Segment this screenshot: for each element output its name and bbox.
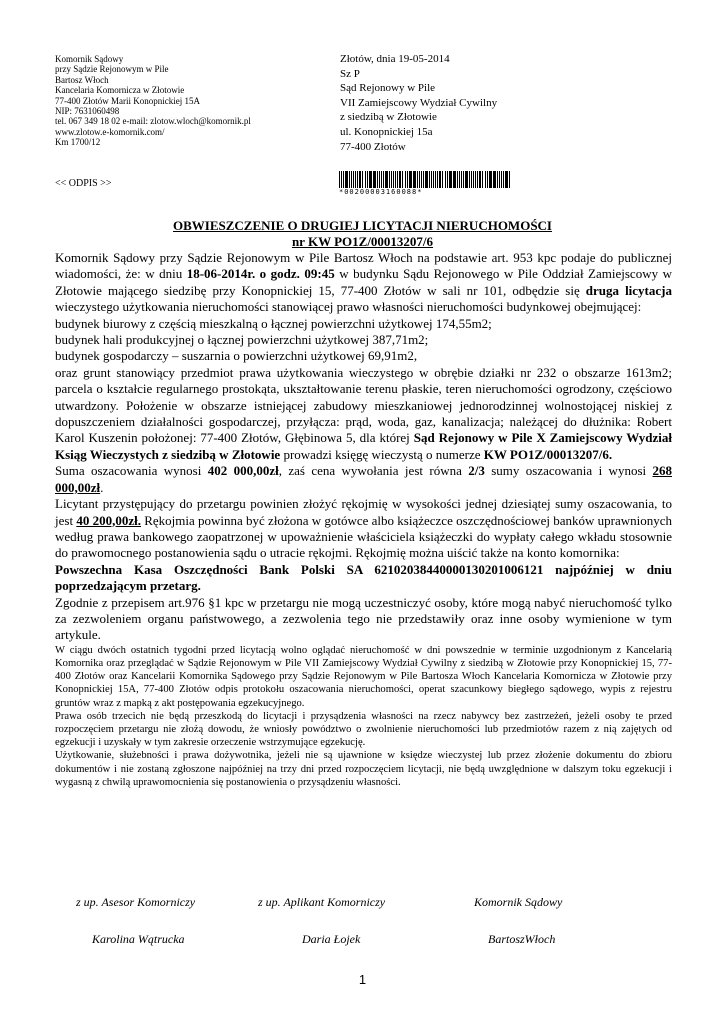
barcode-bar	[471, 171, 472, 188]
barcode-bar	[489, 171, 492, 188]
barcode-bar	[419, 171, 420, 188]
barcode-bar	[405, 171, 406, 188]
recipient-line: Sąd Rejonowy w Pile	[340, 82, 436, 95]
barcode-bar	[447, 171, 448, 188]
paragraph-land: oraz grunt stanowiący przedmiot prawa użytkowania wieczystego w obrębie działki nr 232 o obszarze 1613m2; parcela o kształcie regularnego prostokąta, ukształtowanie terenu płaskie, teren nieruchomości ogrodzony, częściowo utwardzony. Położenie w obszarze istniejącej zabudowy mieszkaniowej jednorodzinnej wolnostojącej niskiej z dopuszczeniem działalności gospodarczej, przyłącza: prąd, woda, gaz, kanalizacja; należącej do dłużnika: Robert Karol Kuszenin położonej: 77-400 Złotów, Głębinowa 5, dla której Sąd Rejonowy w Pile X Zamiejscowy Wydział Ksiąg Wieczystych z siedzibą w Złotowie prowadzi księgę wieczystą o numerze KW PO1Z/00013207/6.	[55, 364, 672, 462]
barcode-bar	[487, 171, 488, 188]
paragraph-intro: Komornik Sądowy przy Sądzie Rejonowym w Pile Bartosz Włoch na podstawie art. 953 kpc podaje do publicznej wiadomości, że: w dniu 18-06-2014r. o godz. 09:45 w budynku Sądu Rejonowego w Pile Oddział Zamiejscowy w Złotowie mającego siedzibę przy Konopnickiej 15, 77-400 Złotów w sali nr 101, odbędzie się druga licytacja wieczystego użytkowania nieruchomości stanowiącej prawo własności nieruchomości budynkowej obejmującej:	[55, 250, 672, 315]
recipient-block	[340, 52, 600, 154]
barcode-bar	[449, 171, 452, 188]
document-body	[55, 250, 672, 789]
barcode-bar	[485, 171, 486, 188]
barcode-bar	[459, 171, 460, 188]
barcode-bar	[349, 171, 350, 188]
sender-line: Bartosz Włoch	[55, 74, 109, 85]
small-paragraph: Prawa osób trzecich nie będą przeszkodą do licytacji i przysądzenia własności na rzecz nabywcy bez zastrzeżeń, jeżeli osoby te przed rozpoczęciem przetargu nie złożą dowodu, że wniosły powództwo o zwolnienie nieruchomości lub przedmiotów razem z nią zajętych od egzekucji i uzyskały w tym zakresie orzeczenie wstrzymujące egzekucję.	[55, 710, 672, 749]
building-item: budynek hali produkcyjnej o łącznej powierzchni użytkowej 387,71m2;	[55, 332, 429, 348]
barcode-bar	[413, 171, 416, 188]
barcode-bar	[433, 171, 434, 188]
recipient-line: ul. Konopnickiej 15a	[340, 125, 433, 138]
barcode-bar	[345, 171, 348, 188]
barcode-bar	[439, 171, 441, 188]
barcode-bar	[509, 171, 510, 188]
barcode-bar	[431, 171, 432, 188]
barcode-bars	[339, 171, 513, 188]
sender-line: tel. 067 349 18 02 e-mail: zlotow.wloch@komornik.pl	[55, 116, 251, 127]
recipient-line: z siedzibą w Złotowie	[340, 111, 437, 124]
barcode-bar	[367, 171, 368, 188]
barcode-bar	[391, 171, 392, 188]
barcode-bar	[421, 171, 422, 188]
barcode-bar	[399, 171, 401, 188]
small-paragraph: Użytkowanie, służebności i prawa dożywotnika, jeżeli nie są ujawnione w księdze wieczystej lub przez złożenie dokumentu do zbioru dokumentów i nie zostaną zgłoszone najpóźniej na trzy dni przed rozpoczęciem licytacji, nie będą uwzględnione w dalszym toku egzekucji i wygasną z chwilą uprawomocnienia się postanowienia o przysądzeniu własności.	[55, 750, 672, 788]
barcode-bar	[445, 171, 446, 188]
sender-line: NIP: 7631060498	[55, 106, 120, 117]
barcode-bar	[475, 171, 476, 188]
barcode-bar	[482, 171, 483, 188]
sender-line: 77-400 Złotów Marii Konopnickiej 15A	[55, 95, 200, 106]
barcode-bar	[499, 171, 500, 188]
date-line: Złotów, dnia 19-05-2014	[340, 53, 450, 65]
document-subtitle: nr KW PO1Z/00013207/6	[291, 234, 434, 249]
land-registry-number: KW PO1Z/00013207/6.	[483, 446, 613, 462]
barcode-bar	[407, 171, 408, 188]
valuation-sum: 402 000,00zł	[207, 463, 279, 479]
barcode-bar	[397, 171, 398, 188]
bank-account: Powszechna Kasa Oszczędności Bank Polski SA 62102038440000130201006121 najpóźniej w dniu poprzedzającym przetarg.	[55, 561, 672, 594]
barcode-bar	[355, 171, 356, 188]
barcode-bar	[353, 171, 354, 188]
barcode-bar	[402, 171, 403, 188]
barcode-bar	[477, 171, 478, 188]
deposit-amount: 40 200,00zł.	[76, 512, 141, 528]
paragraph-eligibility: Zgodnie z przepisem art.976 §1 kpc w przetargu nie mogą uczestniczyć osoby, które mogą nabyć nieruchomość tylko za zezwoleniem organu państwowego, a zezwolenia tego nie przedstawiły oraz inne osoby wymienione w tym artykule.	[55, 594, 672, 643]
barcode-bar	[465, 171, 468, 188]
barcode-bar	[429, 171, 430, 188]
auction-type: druga licytacja	[585, 282, 672, 298]
barcode-bar	[453, 171, 456, 188]
paragraph-valuation: Suma oszacowania wynosi 402 000,00zł, zaś cena wywołania jest równa 2/3 sumy oszacowania i wynosi 268 000,00zł.	[55, 463, 672, 495]
barcode-bar	[505, 171, 508, 188]
barcode-bar	[393, 171, 394, 188]
barcode-bar	[469, 171, 470, 188]
barcode-bar	[379, 171, 380, 188]
sender-block	[55, 54, 355, 148]
price-fraction: 2/3	[468, 463, 485, 479]
barcode-bar	[497, 171, 498, 188]
barcode-bar	[395, 171, 396, 188]
barcode-bar	[423, 171, 424, 188]
barcode-bar	[442, 171, 443, 188]
signature-role: Komornik Sądowy	[474, 895, 563, 909]
paragraph-deposit: Licytant przystępujący do przetargu powinien złożyć rękojmię w wysokości jednej dziesiątej sumy oszacowania, to jest 40 200,00zł. Rękojmia powinna być złożona w gotówce albo książeczce oszczędnościowej banków uprawnionych według prawa bankowego zaopatrzonej w upoważnienie właściciela książeczki do wypłaty całego wkładu stosownie do prawomocnego postanowienia sądu o utracie rękojmi. Rękojmię można uiścić także na konto komornika:	[55, 496, 672, 561]
barcode-bar	[501, 171, 502, 188]
starting-price: 268 000,00zł	[55, 463, 672, 495]
land-registry-court: Sąd Rejonowy w Pile X Zamiejscowy Wydział Ksiąg Wieczystych z siedzibą w Złotowie	[55, 430, 672, 462]
barcode-bar	[435, 171, 436, 188]
barcode-bar	[473, 171, 474, 188]
signature-role: z up. Aplikant Komorniczy	[258, 895, 386, 909]
barcode-bar	[357, 171, 358, 188]
barcode-number: *00200003160088*	[339, 188, 423, 196]
page-number: 1	[358, 972, 367, 987]
barcode-bar	[343, 171, 344, 188]
barcode-bar	[479, 171, 481, 188]
document-title: OBWIESZCZENIE O DRUGIEJ LICYTACJI NIERUCHOMOŚCI	[173, 218, 552, 233]
barcode-bar	[409, 171, 412, 188]
barcode-bar	[351, 171, 352, 188]
sender-line: Kancelaria Komornicza w Złotowie	[55, 85, 185, 96]
barcode-bar	[383, 171, 384, 188]
barcode-bar	[377, 171, 378, 188]
building-item: budynek gospodarczy – suszarnia o powierzchni użytkowej 69,91m2,	[55, 348, 418, 364]
recipient-line: Sz P	[340, 67, 360, 80]
barcode-bar	[341, 171, 342, 188]
signature-role: z up. Asesor Komorniczy	[76, 895, 196, 909]
sender-line: www.zlotow.e-komornik.com/	[55, 126, 165, 137]
barcode-bar	[365, 171, 366, 188]
sender-line: przy Sądzie Rejonowym w Pile	[55, 64, 169, 75]
barcode-bar	[417, 171, 418, 188]
auction-date: 18-06-2014r. o godz. 09:45	[186, 266, 335, 282]
barcode-bar	[463, 171, 464, 188]
barcode-bar	[503, 171, 504, 188]
barcode-bar	[385, 171, 388, 188]
signature-name: BartoszWłoch	[488, 932, 556, 946]
copy-mark: << ODPIS >>	[55, 178, 112, 189]
barcode-bar	[389, 171, 390, 188]
signature-name: Daria Łojek	[302, 932, 361, 946]
building-item: budynek biurowy z częścią mieszkalną o łącznej powierzchni użytkowej 174,55m2;	[55, 315, 492, 331]
barcode-bar	[362, 171, 363, 188]
recipient-line: 77-400 Złotów	[340, 140, 406, 153]
barcode-bar	[493, 171, 496, 188]
barcode-bar	[457, 171, 458, 188]
barcode-bar	[381, 171, 382, 188]
barcode-bar	[461, 171, 462, 188]
case-number: Km 1700/12	[55, 137, 101, 148]
signature-name: Karolina Wątrucka	[92, 932, 185, 946]
barcode-bar	[425, 171, 428, 188]
sender-line: Komornik Sądowy	[55, 54, 124, 64]
barcode-bar	[339, 171, 340, 188]
barcode	[339, 171, 513, 196]
small-paragraph: W ciągu dwóch ostatnich tygodni przed licytacją wolno oglądać nieruchomość w dni powszednie w terminie uzgodnionym z Kancelarią Komornika oraz przeglądać w Sądzie Rejonowym w Pile VII Zamiejscowy Wydział Cywilny z siedzibą w Złotowie przy Konopnickiej 15, 77-400 Złotów oraz Kancelarii Komornika Sądowego przy Sądzie Rejonowym w Pile Bartosza Włoch Kancelaria Komornicza w Złotowie przy Konopnickiej 15A, 77-400 Złotów odpis protokołu oszacowania nieruchomości, operat szacunkowy biegłego sądowego, wypis z rejestru gruntów wraz z mapką z akt postępowania egzekucyjnego.	[55, 644, 672, 709]
recipient-line: VII Zamiejscowy Wydział Cywilny	[340, 96, 498, 109]
barcode-bar	[369, 171, 372, 188]
barcode-bar	[437, 171, 438, 188]
small-print	[55, 644, 672, 789]
barcode-bar	[373, 171, 376, 188]
barcode-bar	[359, 171, 361, 188]
